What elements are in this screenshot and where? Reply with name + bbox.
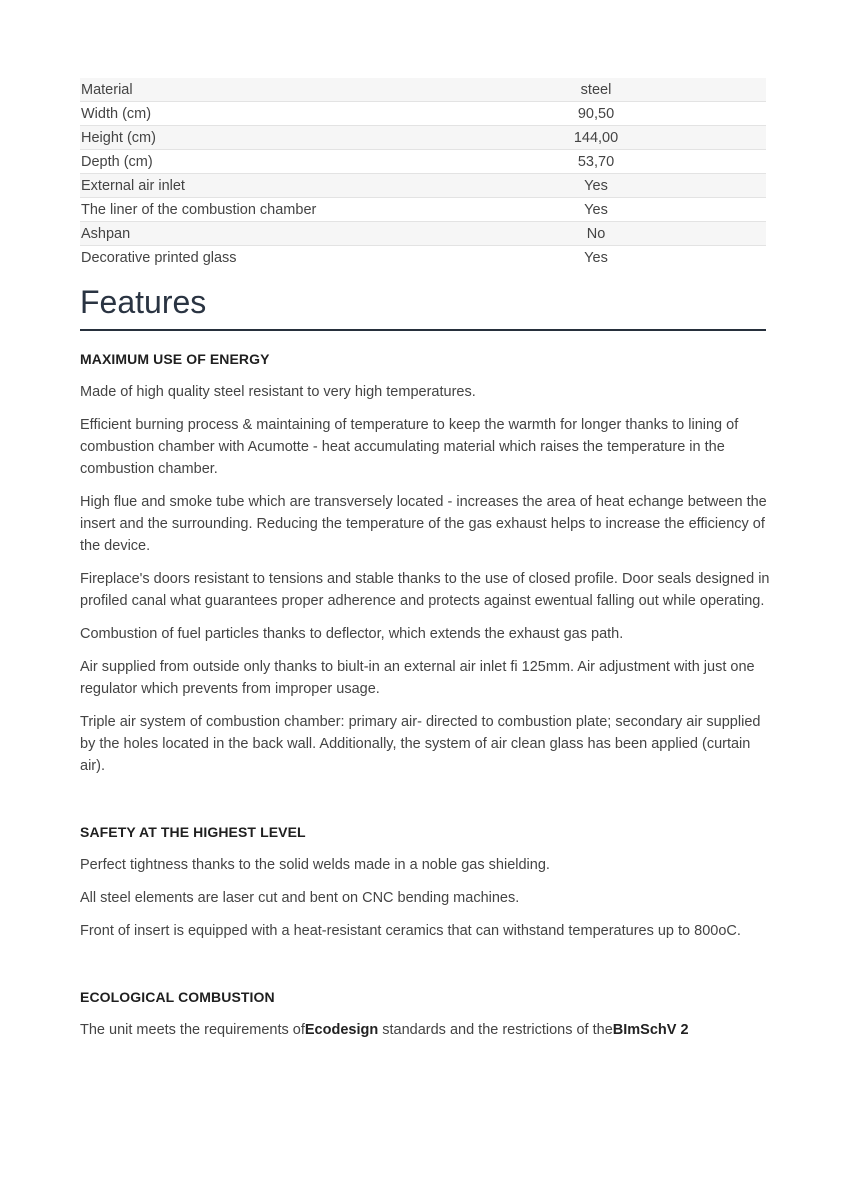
paragraph: All steel elements are laser cut and bent on CNC bending machines. [80, 890, 520, 906]
paragraph: Air supplied from outside only thanks to biult-in an external air inlet fi 125mm. Air adjustment with just one regulator which prevents from improper usage. [80, 659, 755, 697]
row-value: Yes [584, 177, 608, 194]
table-row [80, 198, 766, 222]
table-row [80, 78, 766, 102]
paragraph: Combustion of fuel particles thanks to deflector, which extends the exhaust gas path. [80, 626, 624, 642]
row-label: Height (cm) [81, 129, 156, 146]
row-label: Material [81, 81, 133, 98]
row-label: Width (cm) [81, 105, 152, 122]
text-span: standards and the restrictions of the [378, 1022, 613, 1038]
title-divider [80, 329, 766, 331]
section-heading-safety: SAFETY AT THE HIGHEST LEVEL [80, 824, 306, 840]
paragraph-ecodesign [80, 1019, 770, 1041]
section-heading-ecological: ECOLOGICAL COMBUSTION [80, 989, 275, 1005]
table-row [80, 150, 766, 174]
text-span: The unit meets the requirements of [80, 1022, 305, 1038]
paragraph: Efficient burning process & maintaining of temperature to keep the warmth for longer thanks to lining of combustion chamber with Acumotte - heat accumulating material which raises the temperature in the combustion chamber. [80, 417, 739, 477]
row-value: 90,50 [577, 105, 615, 122]
ecodesign-term: Ecodesign [304, 1022, 379, 1038]
table-row [80, 126, 766, 150]
spec-table [80, 78, 766, 269]
paragraph: Front of insert is equipped with a heat-resistant ceramics that can withstand temperatures up to 800oC. [80, 923, 741, 939]
table-row [80, 102, 766, 126]
row-value: 53,70 [577, 153, 615, 170]
row-value: No [586, 225, 606, 242]
table-row [80, 174, 766, 198]
row-value: Yes [584, 249, 608, 266]
paragraph: High flue and smoke tube which are transversely located - increases the area of heat echange between the insert and the surrounding. Reducing the temperature of the gas exhaust helps to increase the efficiency of the device. [80, 494, 767, 554]
table-row [80, 222, 766, 246]
row-value: 144,00 [573, 129, 619, 146]
paragraph: Made of high quality steel resistant to very high temperatures. [80, 384, 476, 400]
row-value: Yes [584, 201, 608, 218]
features-content [80, 340, 770, 1041]
paragraph: Fireplace's doors resistant to tensions and stable thanks to the use of closed profile. Door seals designed in profiled canal what guarantees proper adherence and protects against ewentual falling out while operating. [80, 571, 770, 609]
bimschv-term: BImSchV 2 [612, 1022, 689, 1038]
row-label: External air inlet [81, 177, 185, 194]
section-heading-energy: MAXIMUM USE OF ENERGY [80, 351, 270, 367]
features-title: Features [80, 284, 207, 320]
table-row [80, 246, 766, 270]
row-label: Depth (cm) [81, 153, 153, 170]
row-value: steel [580, 81, 612, 98]
paragraph: Triple air system of combustion chamber: primary air- directed to combustion plate; secondary air supplied by the holes located in the back wall. Additionally, the system of air clean glass has been applied (curtain air). [80, 714, 761, 774]
row-label: Decorative printed glass [81, 249, 237, 266]
row-label: Ashpan [81, 225, 131, 242]
paragraph: Perfect tightness thanks to the solid welds made in a noble gas shielding. [80, 857, 550, 873]
row-label: The liner of the combustion chamber [81, 201, 317, 218]
